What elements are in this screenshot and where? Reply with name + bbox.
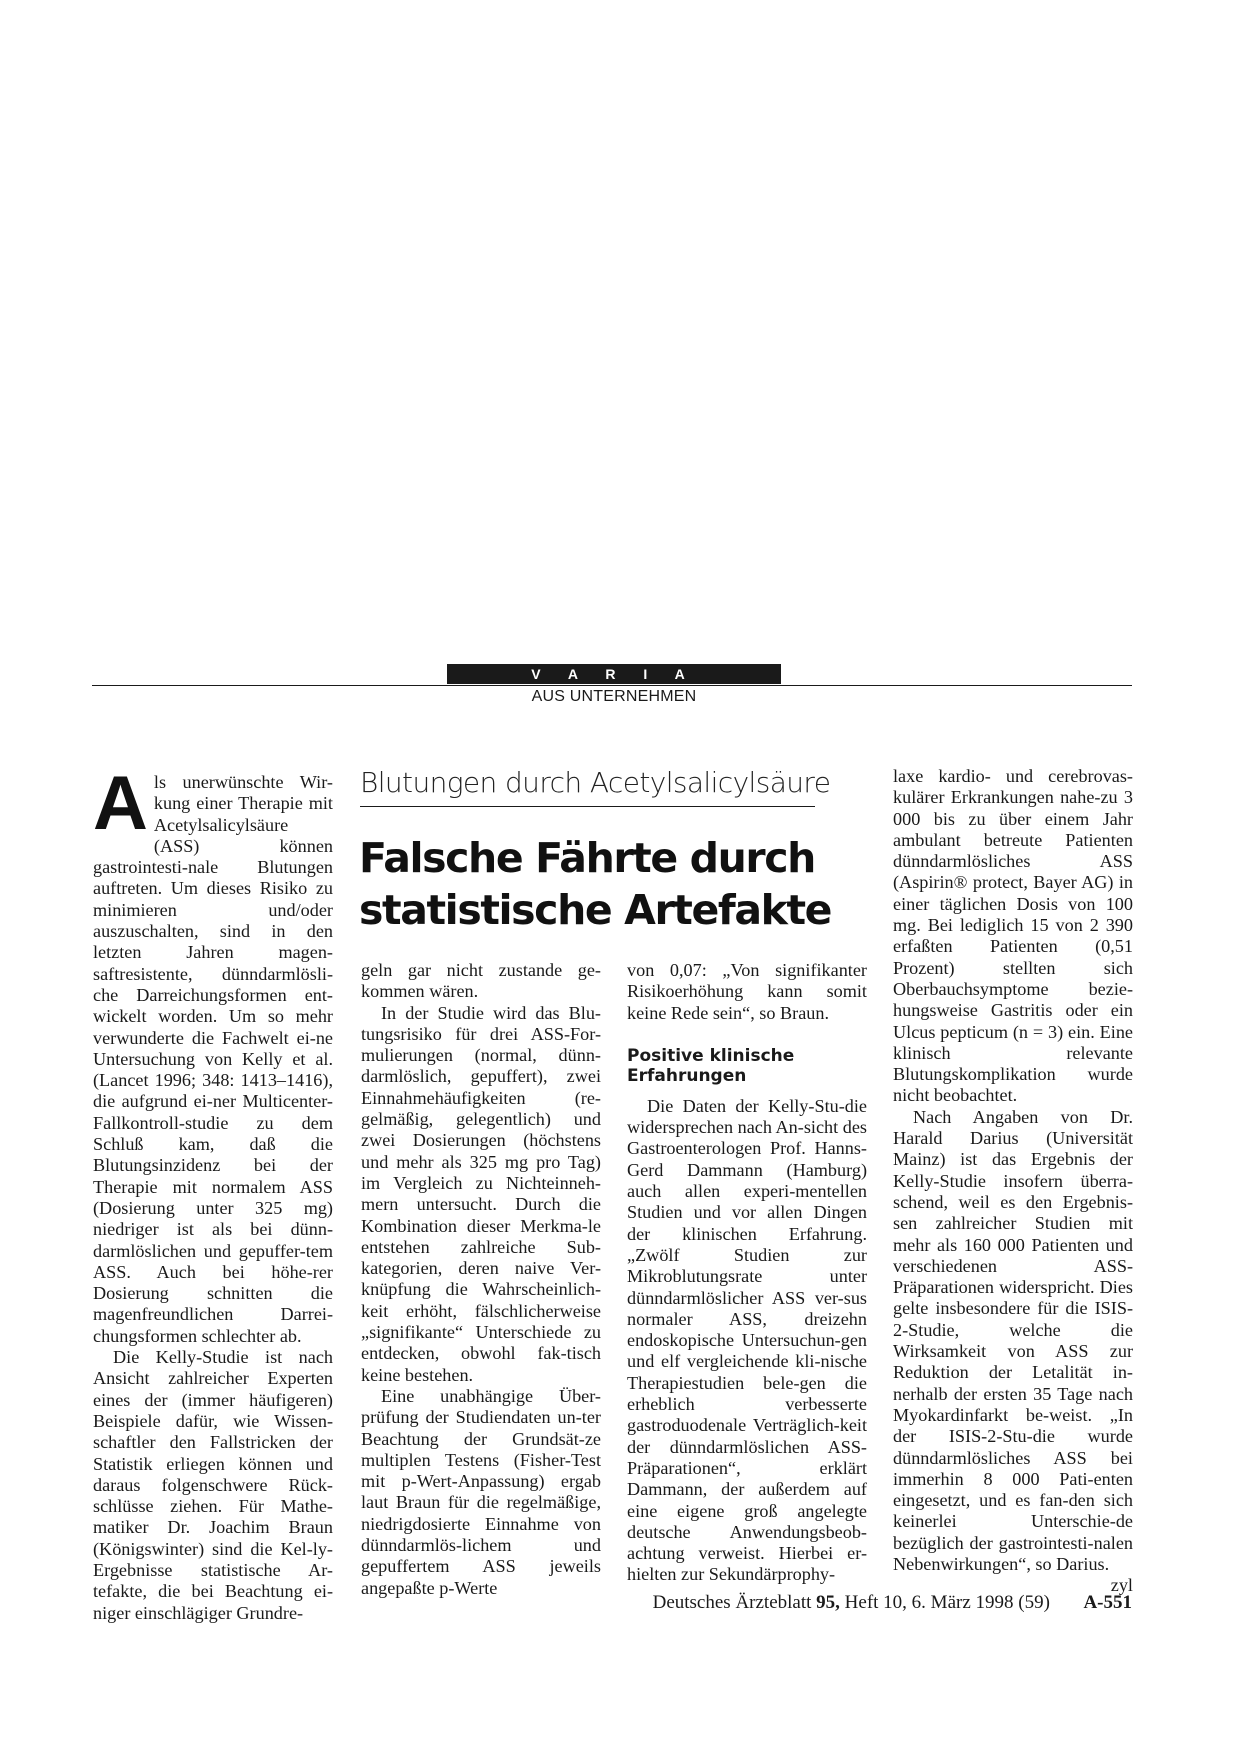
page-number: A-551: [1083, 1592, 1132, 1613]
journal-name: Deutsches Ärzteblatt: [652, 1592, 812, 1613]
page-footer: [653, 1592, 1132, 1614]
text-column-3: [627, 960, 867, 1586]
article-kicker: Blutungen durch Acetylsalicylsäure: [360, 766, 831, 799]
text-column-1: [93, 761, 333, 1624]
issue-info: Heft 10, 6. März 1998 (59): [844, 1592, 1050, 1613]
text-column-2: [361, 960, 601, 1599]
subheading: Positive klinische Erfahrungen: [627, 1045, 795, 1086]
paragraph: [893, 1106, 1133, 1596]
paragraph: Die Kelly-Studie ist nach Ansicht zahlreicher Experten eines der (immer häufigeren) Beispiele dafür, wie Wissen-schaftler den Fallstricken der Statistik erliegen können und daraus folgenschwere Rück-schlüsse ziehen. Für Mathe-matiker Dr. Joachim Braun (Königswinter) sind die Kel-ly-Ergebnisse statistische Ar-tefakte, die bei Beachtung ei-niger einschlägiger Grundre-: [93, 1347, 333, 1623]
text-column-4: [893, 766, 1133, 1597]
paragraph: Eine unabhängige Über-prüfung der Studiendaten un-ter Beachtung der Grundsät-ze multiplen Testens (Fisher-Test mit p-Wert-Anpassung) ergab laut Braun für die regelmäßige, niedrigdosierte Einnahme von dünndarmlös-lichem und gepuffertem ASS jeweils angepaßte p-Werte: [361, 1385, 601, 1598]
paragraph-text: Nach Angaben von Dr. Harald Darius (Universität Mainz) ist das Ergebnis der Kelly-Studie insofern überra-schend, weil es den Ergebnis-sen zahlreicher Studien mit mehr als 160 000 Patienten und verschiedenen ASS-Präparationen widerspricht. Dies gelte insbesondere für die ISIS-2-Studie, welche die Wirksamkeit von ASS zur Reduktion der Letalität in-nerhalb der ersten 35 Tage nach Myokardinfarkt be-weist. „In der ISIS-2-Stu-die wurde dünndarmlösliches ASS bei immerhin 8 000 Pati-enten eingesetzt, und es fan-den sich keinerlei Unterschie-de bezüglich der gastrointesti-nalen Nebenwirkungen“, so Darius.: [893, 1106, 1133, 1574]
section-banner: V A R I A: [447, 664, 781, 684]
kicker-underline: [360, 806, 815, 807]
volume-number: 95,: [816, 1592, 840, 1613]
paragraph: ls unerwünschte Wir-kung einer Therapie mit Acetylsalicylsäure (ASS) können gastrointesti-nale Blutungen auftreten. Um dieses Risiko zu minimieren und/oder auszuschalten, sind in den letzten Jahren magen-saftresistente, dünndarmlösli-che Darreichungsformen ent-wickelt worden. Um so mehr verwunderte die Fachwelt ei-ne Untersuchung von Kelly et al. (Lancet 1996; 348: 1413–1416), die aufgrund ei-ner Multicenter-Fallkontroll-studie zu dem Schluß kam, daß die Blutungsinzidenz bei der Therapie mit normalem ASS (Dosierung unter 325 mg) niedriger ist als bei dünn-darmlöslichen und gepuffer-tem ASS. Auch bei höhe-rer Dosierung schnitten die magenfreundlichen Darrei-chungsformen schlechter ab.: [93, 772, 333, 1346]
article-headline: Falsche Fährte durch statistische Artefakte: [359, 834, 832, 934]
drop-cap: A: [93, 761, 148, 846]
header-rule: [92, 685, 1132, 686]
author-signature: zyl: [1110, 1575, 1133, 1596]
paragraph: geln gar nicht zustande ge-kommen wären.: [361, 960, 601, 1002]
section-subtitle: AUS UNTERNEHMEN: [531, 688, 697, 705]
paragraph: laxe kardio- und cerebrovas-kulärer Erkrankungen nahe-zu 3 000 bis zu über einem Jahr ambulant betreute Patienten dünndarmlösliches ASS (Aspirin® protect, Bayer AG) in einer täglichen Dosis von 100 mg. Bei lediglich 15 von 2 390 erfaßten Patienten (0,51 Prozent) stellten sich Oberbauchsymptome bezie-hungsweise Gastritis oder ein Ulcus pepticum (n = 3) ein. Eine klinisch relevante Blutungskomplikation wurde nicht beobachtet.: [893, 766, 1133, 1106]
paragraph: In der Studie wird das Blu-tungsrisiko für drei ASS-For-mulierungen (normal, dünn-darmlöslich, gepuffert), zwei Einnahmehäufigkeiten (re-gelmäßig, gelegentlich) und zwei Dosierungen (höchstens und mehr als 325 mg pro Tag) im Vergleich zu Nichteinneh-mern untersucht. Durch die Kombination dieser Merkma-le entstehen zahlreiche Sub-kategorien, deren naive Ver-knüpfung die Wahrscheinlich-keit erhöht, fälschlicherweise „signifikante“ Unterschiede zu entdecken, obwohl fak-tisch keine bestehen.: [361, 1002, 601, 1385]
paragraph: Die Daten der Kelly-Stu-die widersprechen nach An-sicht des Gastroenterologen Prof. Hanns-Gerd Dammann (Hamburg) auch allen experi-mentellen Studien und vor allen Dingen der klinischen Erfahrung. „Zwölf Studien zur Mikroblutungsrate unter dünndarmlöslicher ASS ver-sus normaler ASS, dreizehn endoskopische Untersuchun-gen und elf vergleichende kli-nische Therapiestudien bele-gen die erheblich verbesserte gastroduodenale Verträglich-keit der dünndarmlöslichen ASS-Präparationen“, erklärt Dammann, der außerdem auf eine eigene groß angelegte deutsche Anwendungsbeob-achtung verweist. Hierbei er-hielten zur Sekundärprophy-: [627, 1095, 867, 1585]
paragraph: von 0,07: „Von signifikanter Risikoerhöhung kann somit keine Rede sein“, so Braun.: [627, 960, 867, 1023]
